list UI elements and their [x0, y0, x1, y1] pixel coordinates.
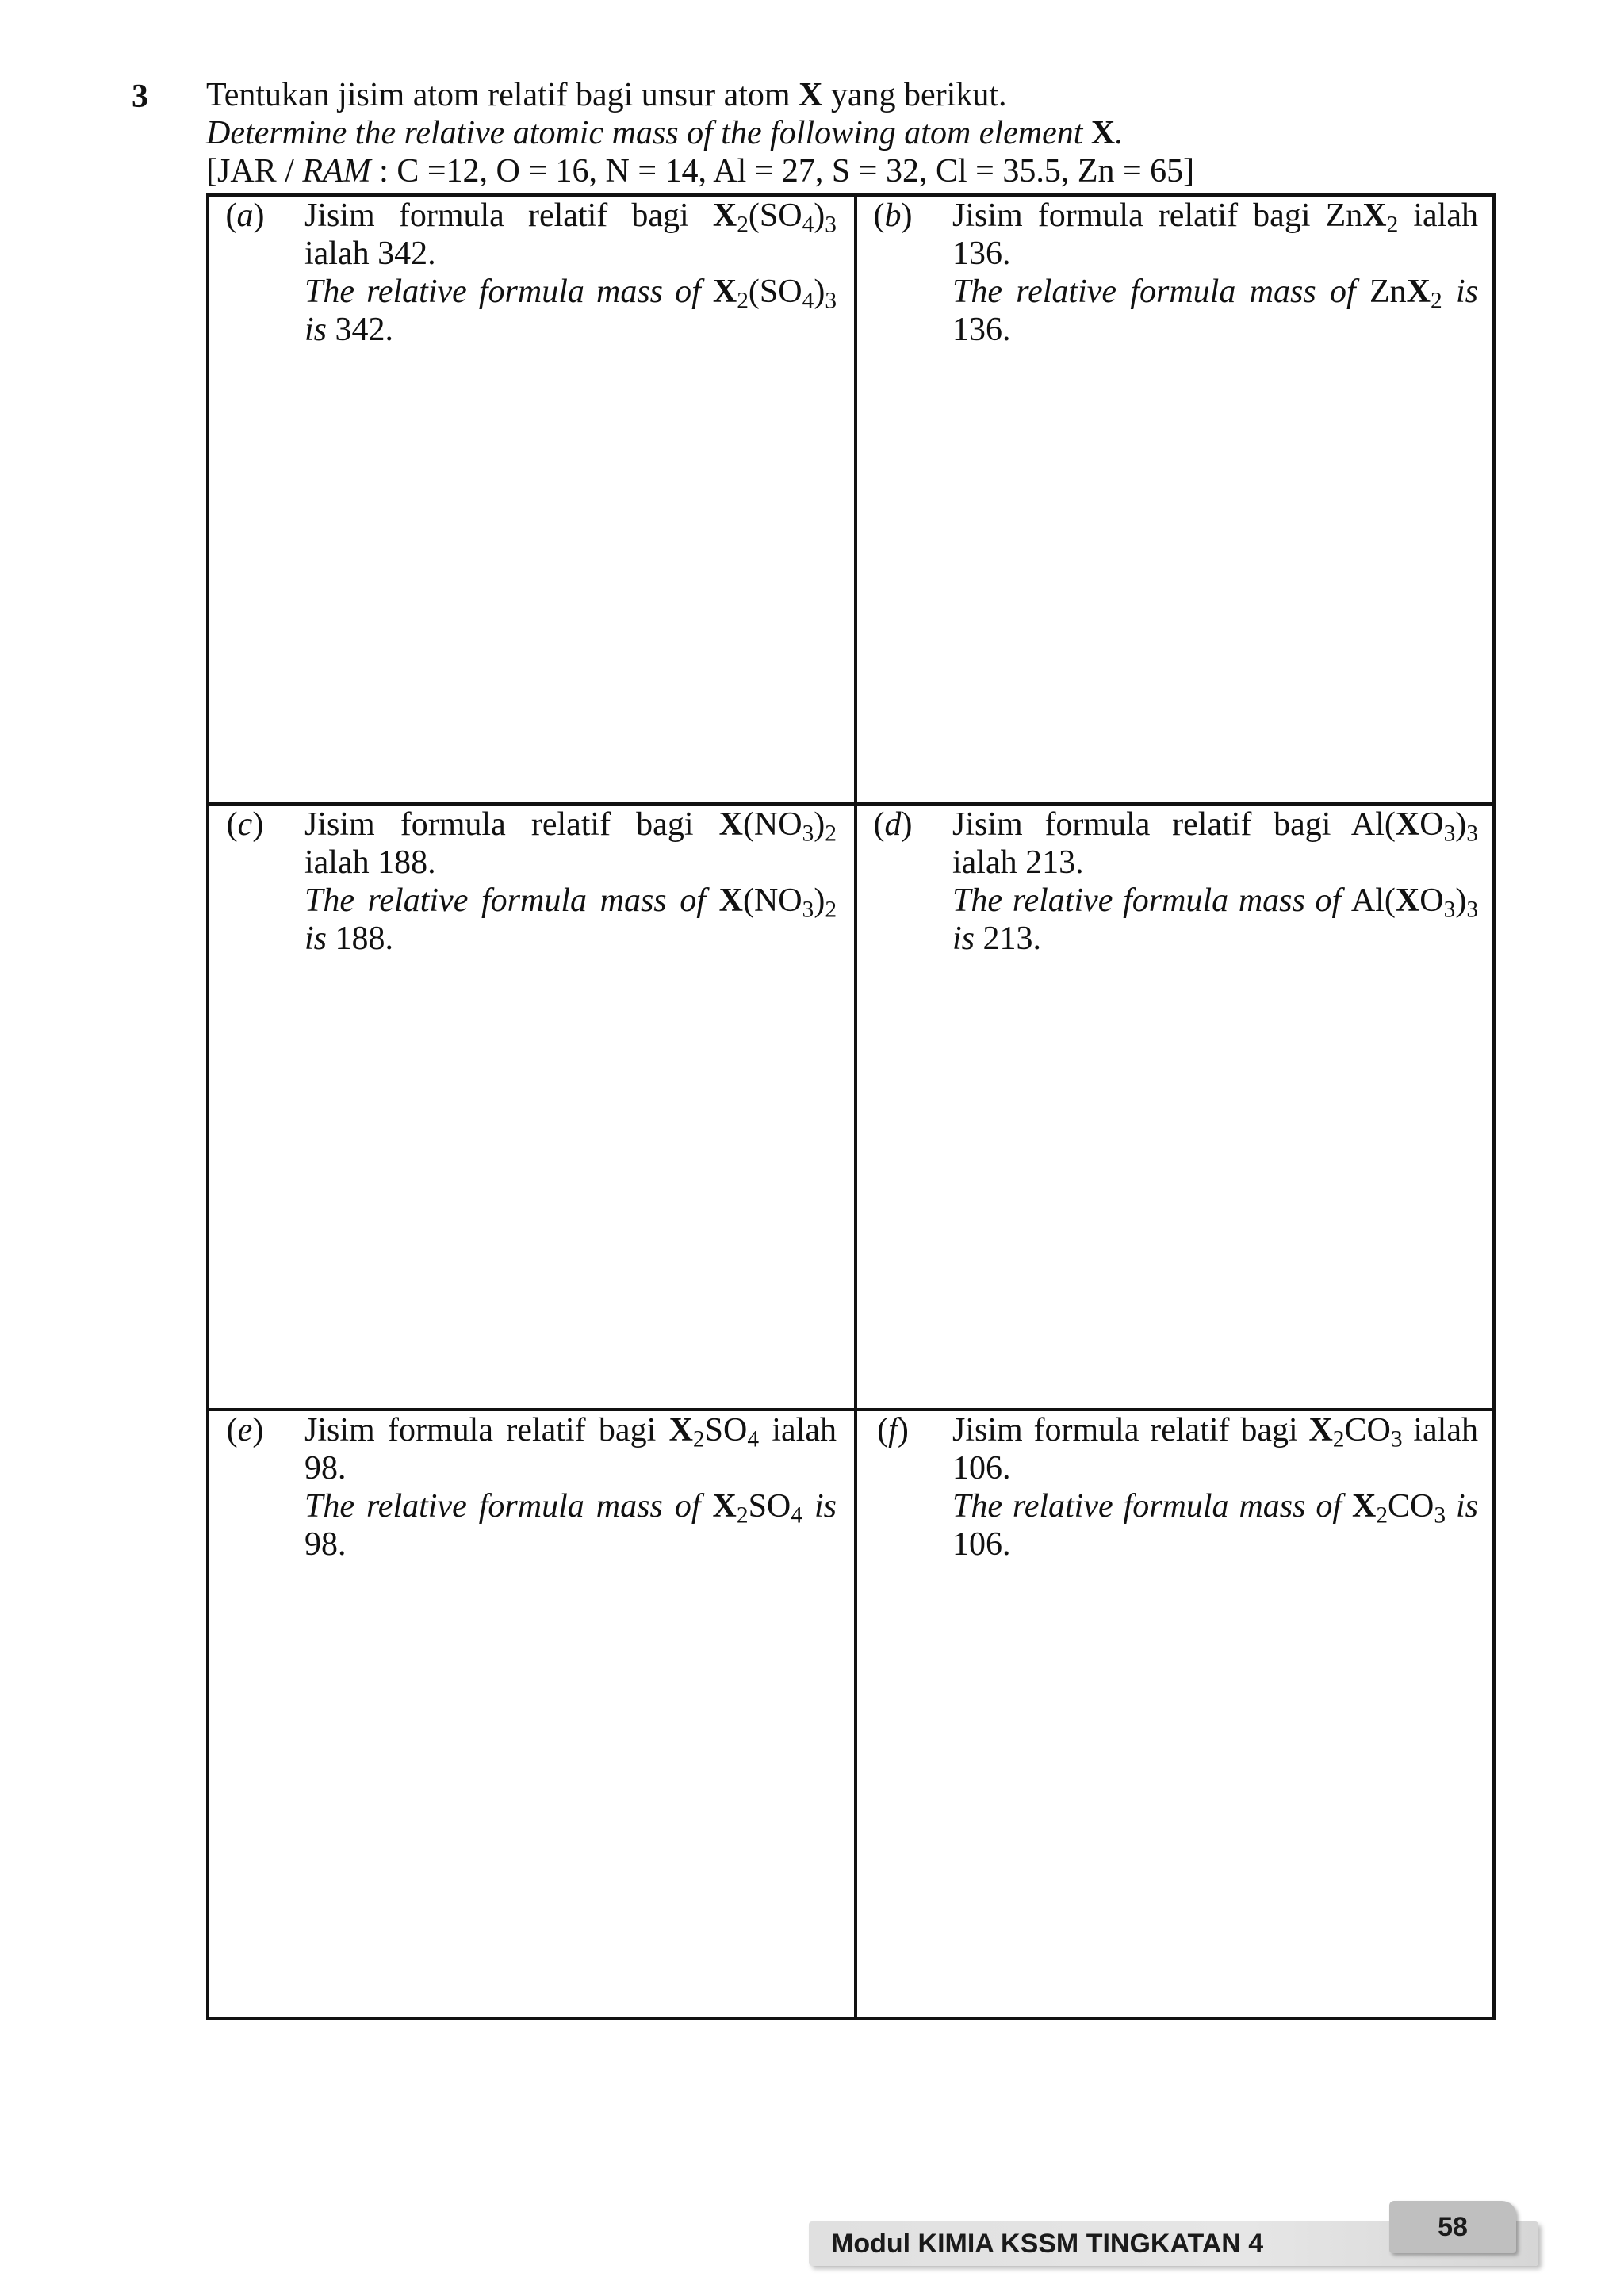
answer-box-b[interactable] [857, 197, 1496, 802]
part-text-b: Jisim formula relatif bagi ZnX$_2$ ialah 136. The relative formula mass of ZnX$_2$ is 136. [952, 197, 1479, 348]
part-text-e: Jisim formula relatif bagi $X_2SO_4$ ialah 98. The relative formula mass of $X_2SO_4$ is 98. [304, 1412, 837, 1563]
part-text-c: Jisim formula relatif bagi $X(NO_3)_2$ ialah 188. The relative formula mass of $X(NO_3)_2$ is 188. [304, 806, 837, 957]
part-text-a: Jisim formula relatif bagi $X_2(SO_4)_3$ ialah 342. The relative formula mass of $X_2(SO_4)_3$ is 342. [304, 197, 837, 348]
answer-box-e[interactable] [209, 1411, 854, 2017]
part-text-d: Jisim formula relatif bagi $Al(XO_3)_3$ ialah 213. The relative formula mass of $Al(XO_3)_3$ is 213. [952, 806, 1479, 957]
part-label-a: (a) [225, 197, 265, 234]
instruction-ms: Tentukan jisim atom relatif bagi unsur atom X yang berikut. [206, 77, 1007, 113]
answer-box-c[interactable] [209, 806, 854, 1408]
answer-box-d[interactable] [857, 806, 1496, 1408]
page-number-tab [1389, 2201, 1516, 2253]
part-label-b: (b) [873, 197, 913, 234]
module-title: Modul KIMIA KSSM TINGKATAN 4 [831, 2229, 1264, 2259]
part-text-f: Jisim formula relatif bagi $X_2CO_3$ ialah 106. The relative formula mass of $X_2CO_3$ is 106. [952, 1412, 1479, 1563]
answer-box-a[interactable] [209, 197, 854, 802]
answer-box-f[interactable] [857, 1411, 1496, 2017]
part-label-e: (e) [226, 1412, 264, 1448]
instruction-en: Determine the relative atomic mass of the following atom element X. [206, 115, 1124, 151]
question-intro [206, 76, 1507, 190]
question-number: 3 [132, 78, 148, 115]
part-label-d: (d) [873, 806, 913, 843]
page-number: 58 [1438, 2212, 1468, 2242]
part-label-f: (f) [877, 1412, 909, 1448]
ram-line: [JAR / RAM : C =12, O = 16, N = 14, Al = 27, S = 32, Cl = 35.5, Zn = 65] [206, 153, 1195, 189]
part-label-c: (c) [226, 806, 264, 843]
answer-grid [206, 193, 1496, 2020]
